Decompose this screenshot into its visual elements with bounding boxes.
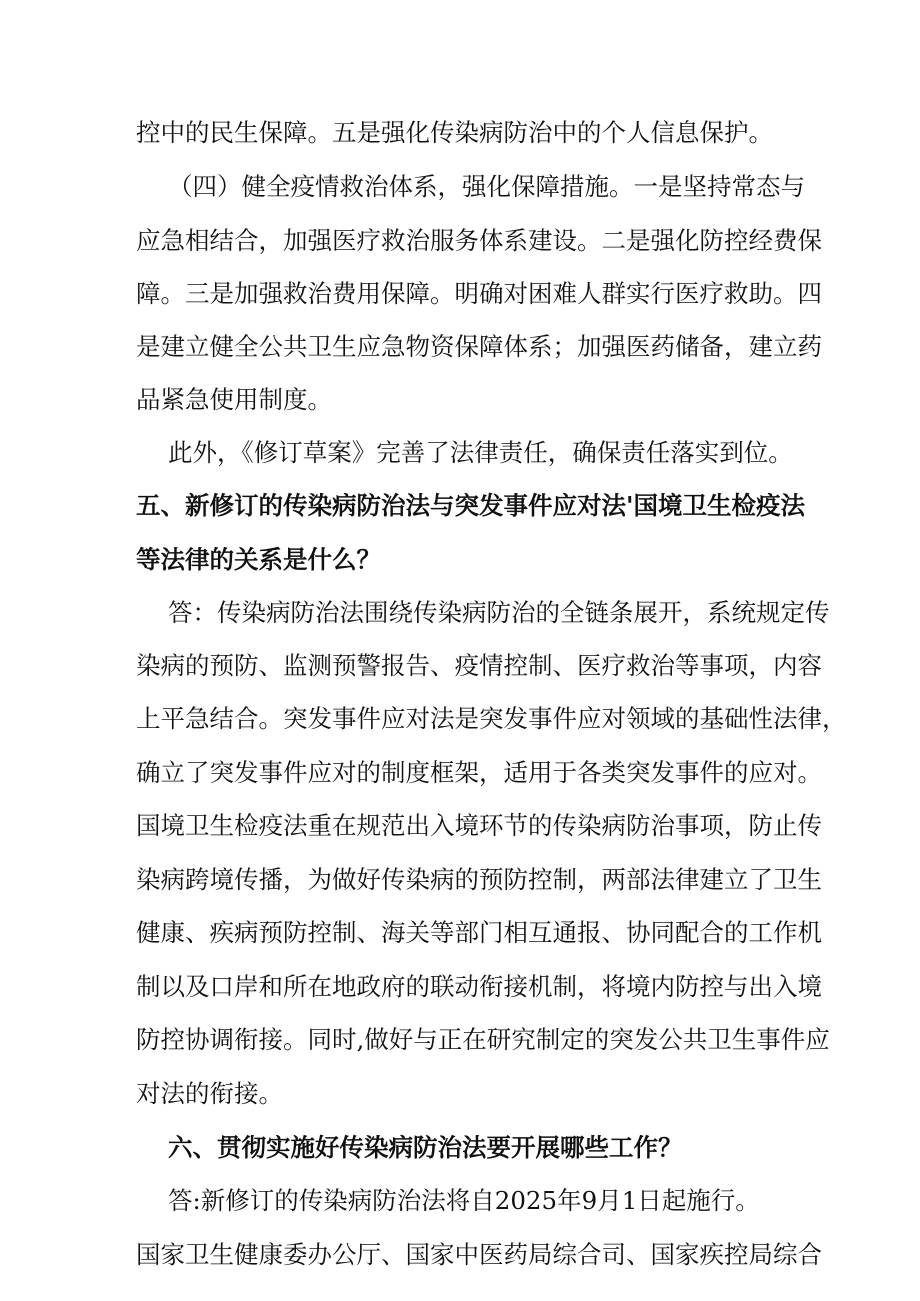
paragraph-line: 确立了突发事件应对的制度框架，适用于各类突发事件的应对。 [136,758,822,787]
section-heading: 六、贯彻实施好传染病防治法要开展哪些工作？ [168,1133,683,1162]
paragraph-line: 障。三是加强救治费用保障。明确对困难人群实行医疗救助。四 [136,279,822,308]
paragraph-line: 健康、疾病预防控制、海关等部门相互通报、协同配合的工作机 [136,918,822,947]
paragraph-line: 上平急结合。突发事件应对法是突发事件应对领域的基础性法律， [136,704,847,733]
paragraph-line: 防控协调衔接。同时,做好与正在研究制定的突发公共卫生事件应 [136,1025,830,1054]
paragraph-line: 品紧急使用制度。 [136,385,332,414]
paragraph-line: 应急相结合，加强医疗救治服务体系建设。二是强化防控经费保 [136,226,822,255]
paragraph-line: 国家卫生健康委办公厅、国家中医药局综合司、国家疾控局综合 [136,1240,822,1269]
paragraph-line: 此外，《修订草案》完善了法律责任，确保责任落实到位。 [168,438,793,467]
paragraph-line: 制以及口岸和所在地政府的联动衔接机制，将境内防控与出入境 [136,972,822,1001]
paragraph-line: （四）健全疫情救治体系，强化保障措施。一是坚持常态与 [168,172,805,201]
section-heading: 五、新修订的传染病防治法与突发事件应对法'国境卫生检疫法 [136,491,805,520]
paragraph-line: 染病跨境传播，为做好传染病的预防控制，两部法律建立了卫生 [136,865,822,894]
paragraph-line: 对法的衔接。 [136,1079,283,1108]
paragraph-line: 是建立健全公共卫生应急物资保障体系；加强医药储备，建立药 [136,332,822,361]
section-heading: 等法律的关系是什么？ [136,545,381,574]
paragraph-line: 答:新修订的传染病防治法将自2025年9月1日起施行。 [168,1186,760,1215]
paragraph-line: 控中的民生保障。五是强化传染病防治中的个人信息保护。 [136,118,773,147]
paragraph-line: 国境卫生检疫法重在规范出入境环节的传染病防治事项，防止传 [136,811,822,840]
paragraph-line: 答：传染病防治法围绕传染病防治的全链条展开，系统规定传 [168,598,830,627]
paragraph-line: 染病的预防、监测预警报告、疫情控制、医疗救治等事项，内容 [136,651,822,680]
